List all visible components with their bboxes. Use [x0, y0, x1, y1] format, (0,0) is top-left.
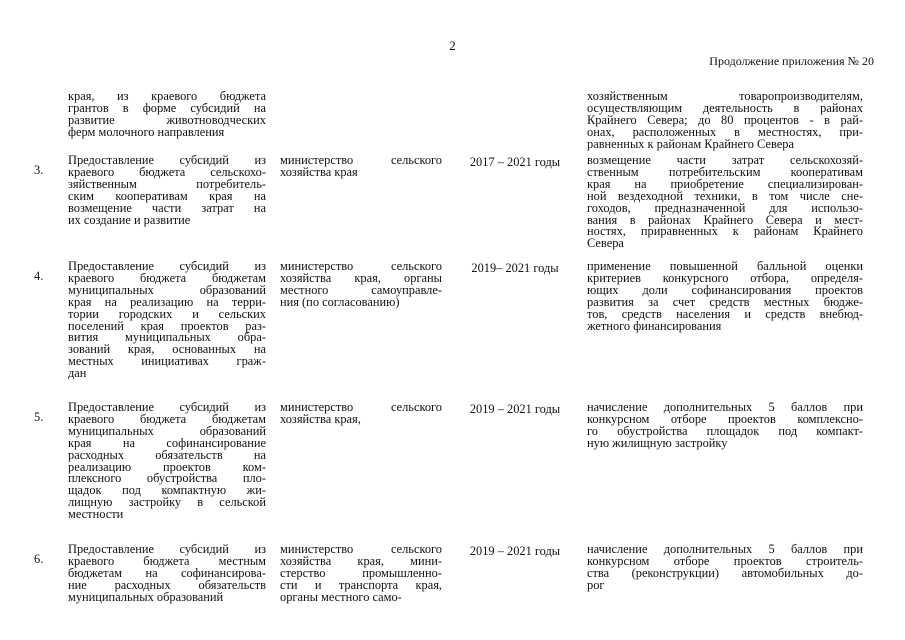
activity-cell	[68, 91, 266, 139]
text-line: зяйственным потребитель-	[68, 176, 266, 191]
text-line: реализацию проектов ком-	[68, 459, 266, 474]
text-line: го обустройства площадок под компакт-	[587, 423, 863, 438]
text-line: дан	[68, 366, 87, 381]
text-line: щадок под компактную жи-	[68, 483, 266, 498]
text-line: местности	[68, 507, 124, 522]
text-line: возмещение части затрат сельскохозяй-	[587, 153, 863, 167]
text-line: вания в районах Крайнего Севера и мест-	[587, 212, 863, 227]
text-line: Предоставление субсидий из	[68, 542, 266, 556]
text-line: краевого бюджета бюджетам	[68, 411, 266, 426]
text-line: вития муниципальных обра-	[68, 330, 266, 345]
text-line: начисление дополнительных 5 баллов при	[587, 542, 863, 556]
text-line: их создание и развитие	[68, 212, 191, 227]
text-line: муниципальных образований	[68, 589, 224, 604]
text-line: поселений края проектов раз-	[68, 318, 266, 333]
text-line: жетного финансирования	[587, 318, 722, 333]
text-line: тов, средств населения и средств внебюд-	[587, 306, 863, 321]
text-line: ским кооперативам края на	[68, 188, 266, 203]
text-line: конкурсном отборе проектов строитель-	[587, 553, 863, 568]
executor-cell	[280, 261, 442, 309]
text-line: лищную застройку в сельской	[68, 495, 266, 510]
executor-cell	[280, 544, 442, 604]
text-line: рог	[587, 577, 605, 592]
text-line: применение повышенной балльной оценки	[587, 259, 863, 273]
text-line: ющих доли софинансирования проектов	[587, 282, 863, 297]
text-line: ной вездеходной техники, в том числе сне-	[587, 188, 863, 203]
text-line: местного самоуправле-	[280, 282, 442, 297]
text-line: министерство сельского	[280, 400, 442, 414]
text-line: Севера	[587, 236, 624, 251]
text-line: критериев конкурсного отбора, определя-	[587, 270, 863, 285]
text-line: краевого бюджета бюджетам	[68, 270, 266, 285]
row-number: 4.	[34, 269, 44, 283]
executor-cell	[280, 402, 442, 426]
text-line: конкурсном отборе проектов комплексно-	[587, 411, 863, 426]
text-line: ния (по согласованию)	[280, 294, 400, 309]
text-line: хозяйства края, мини-	[280, 553, 442, 568]
text-line: бюджетам на софинансирова-	[68, 565, 266, 580]
mechanism-cell	[587, 544, 863, 592]
term-cell: 2019 – 2021 годы	[469, 402, 561, 416]
text-line: муниципальных образований	[68, 423, 266, 438]
term-cell: 2019 – 2021 годы	[469, 544, 561, 558]
text-line: ние расходных обязательств	[68, 577, 266, 592]
text-line: министерство сельского	[280, 153, 442, 167]
text-line: края на приобретение специализирован-	[587, 176, 863, 191]
text-line: края на софинансирование	[68, 435, 266, 450]
text-line: развития за счет средств местных бюдже-	[587, 294, 863, 309]
text-line: хозяйства края, органы	[280, 270, 442, 285]
text-line: стерство промышленно-	[280, 565, 442, 580]
text-line: гоходов, предназначенной для использо-	[587, 200, 863, 215]
text-line: ферм молочного направления	[68, 124, 225, 139]
page-number: 2	[449, 38, 456, 53]
text-line: министерство сельского	[280, 542, 442, 556]
text-line: плексного обустройства пло-	[68, 471, 266, 486]
text-line: ственным потребительским кооперативам	[587, 164, 863, 179]
activity-cell	[68, 544, 266, 604]
text-line: Предоставление субсидий из	[68, 400, 266, 414]
term-cell: 2017 – 2021 годы	[469, 155, 561, 169]
term-cell: 2019– 2021 годы	[471, 261, 559, 275]
text-line: ства (реконструкции) автомобильных до-	[587, 565, 863, 580]
mechanism-cell	[587, 155, 863, 250]
text-line: хозяйственным товаропроизводителям,	[587, 89, 863, 103]
mechanism-cell	[587, 91, 863, 151]
text-line: расходных обязательств на	[68, 447, 266, 462]
text-line: местных инициативах граж-	[68, 354, 266, 369]
text-line: края на реализацию на терри-	[68, 294, 266, 309]
text-line: хозяйства края,	[280, 411, 361, 426]
row-number: 3.	[34, 163, 44, 177]
row-number: 5.	[34, 410, 44, 424]
text-line: министерство сельского	[280, 259, 442, 273]
mechanism-cell	[587, 402, 863, 450]
row-number: 6.	[34, 552, 44, 566]
activity-cell	[68, 402, 266, 521]
text-line: края, из краевого бюджета	[68, 89, 266, 103]
activity-cell	[68, 155, 266, 226]
text-line: ностях, приравненных к районам Крайнего	[587, 224, 863, 239]
text-line: сти и транспорта края,	[280, 577, 442, 592]
text-line: зований края, основанных на	[68, 342, 266, 357]
text-line: начисление дополнительных 5 баллов при	[587, 400, 863, 414]
text-line: грантов в форме субсидий на	[68, 100, 266, 115]
text-line: Предоставление субсидий из	[68, 153, 266, 167]
text-line: муниципальных образований	[68, 282, 266, 297]
text-line: равненных к районам Крайнего Севера	[587, 136, 794, 151]
text-line: органы местного само-	[280, 589, 402, 604]
text-line: ную жилищную застройку	[587, 435, 728, 450]
text-line: осуществляющим деятельность в районах	[587, 100, 863, 115]
text-line: Предоставление субсидий из	[68, 259, 266, 273]
text-line: возмещение части затрат на	[68, 200, 266, 215]
text-line: краевого бюджета сельскохо-	[68, 164, 266, 179]
text-line: развитие животноводческих	[68, 112, 266, 127]
text-line: тории городских и сельских	[68, 306, 266, 321]
text-line: онах, расположенных в местностях, при-	[587, 124, 863, 139]
text-line: краевого бюджета местным	[68, 553, 266, 568]
text-line: Крайнего Севера; до 80 процентов - в рай-	[587, 112, 863, 127]
executor-cell	[280, 155, 442, 179]
annex-continuation-note: Продолжение приложения № 20	[709, 54, 874, 68]
mechanism-cell	[587, 261, 863, 332]
text-line: хозяйства края	[280, 164, 358, 179]
activity-cell	[68, 261, 266, 380]
